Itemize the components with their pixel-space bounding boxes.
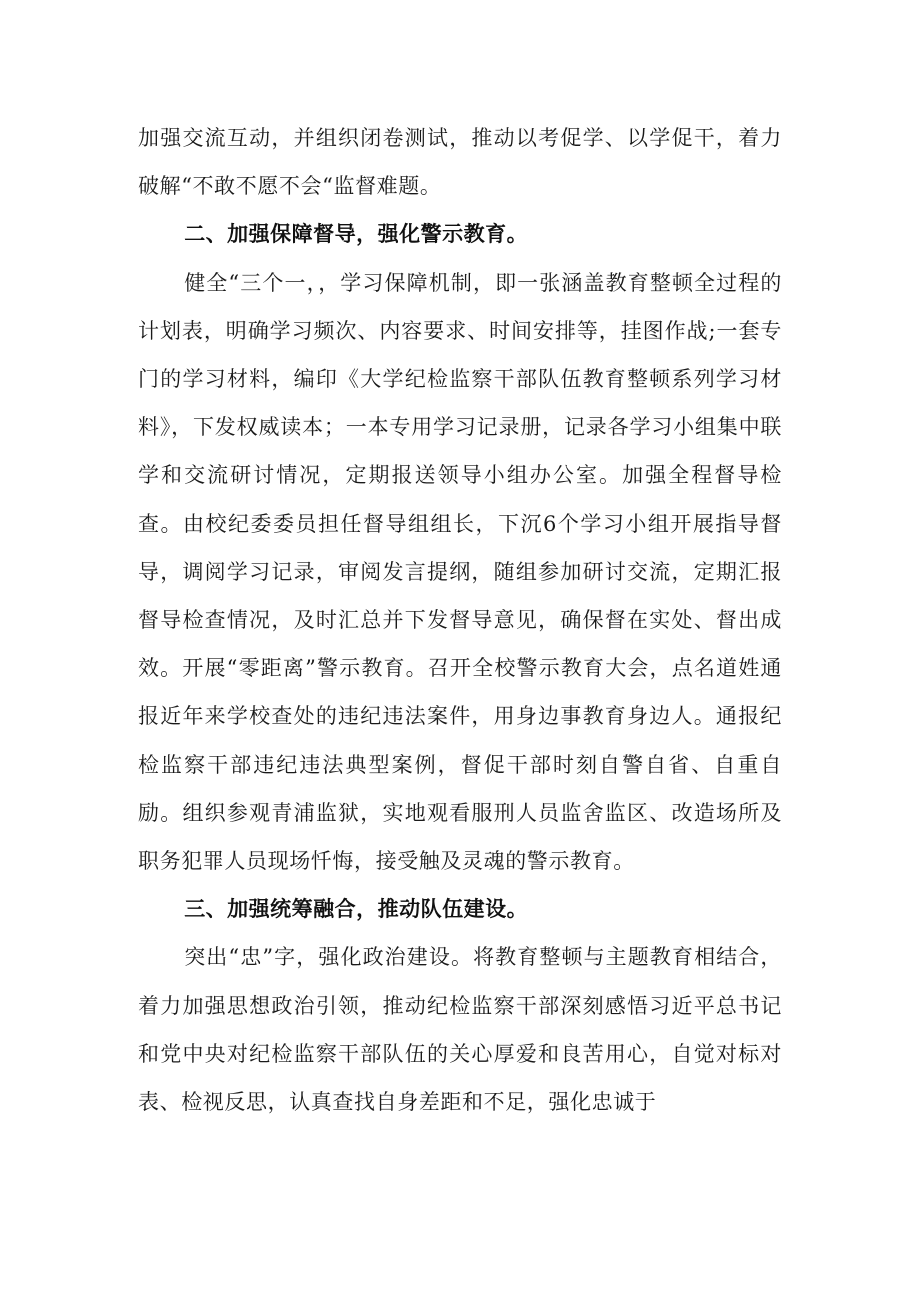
section-heading-2: 二、加强保障督导，强化警示教育。 [184,222,529,247]
document-body [138,114,782,1126]
paragraph-continuation: 加强交流互动，并组织闭卷测试，推动以考促学、以学促干，着力破解“不敢不愿不会“监督难题。 [138,126,782,199]
section-heading-3: 三、加强统筹融合，推动队伍建设。 [184,897,529,922]
paragraph-political-building: 突出“忠”字，强化政治建设。将教育整顿与主题教育相结合，着力加强思想政治引领，推动纪检监察干部深刻感悟习近平总书记和党中央对纪检监察干部队伍的关心厚爱和良苦用心，自觉对标对表、检视反思，认真查找自身差距和不足，强化忠诚于 [138,945,782,1115]
paragraph-safeguard-supervision: 健全“三个一，，学习保障机制，即一张涵盖教育整顿全过程的计划表，明确学习频次、内容要求、时间安排等，挂图作战;一套专门的学习材料，编印《大学纪检监察干部队伍教育整顿系列学习材料》，下发权威读本；一本专用学习记录册，记录各学习小组集中联学和交流研讨情况，定期报送领导小组办公室。加强全程督导检查。由校纪委委员担任督导组组长，下沉6个学习小组开展指导督导，调阅学习记录，审阅发言提纲，随组参加研讨交流，定期汇报督导检查情况，及时汇总并下发督导意见，确保督在实处、督出成效。开展“零距离”警示教育。召开全校警示教育大会，点名道姓通报近年来学校查处的违纪违法案件，用身边事教育身边人。通报纪检监察干部违纪违法典型案例，督促干部时刻自警自省、自重自励。组织参观青浦监狱，实地观看服刑人员监舍监区、改造场所及职务犯罪人员现场忏悔，接受触及灵魂的警示教育。 [138,270,782,874]
